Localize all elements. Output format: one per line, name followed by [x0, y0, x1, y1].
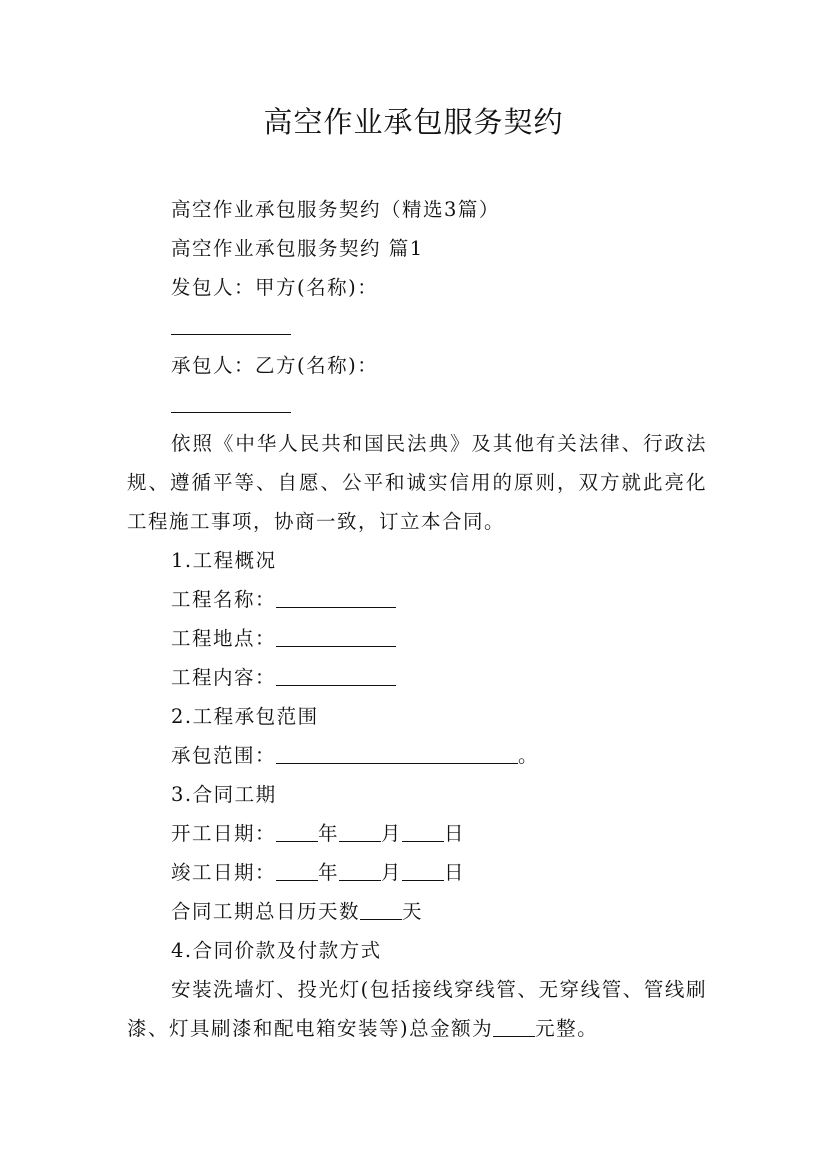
scope-label: 承包范围： — [171, 744, 277, 767]
finish-day-blank — [402, 879, 444, 881]
section-2-heading: 2.工程承包范围 — [171, 705, 319, 728]
project-name-blank — [276, 606, 396, 608]
scope-blank — [276, 762, 518, 764]
start-month-unit: 月 — [381, 822, 403, 845]
document-title: 高空作业承包服务契约 — [263, 105, 564, 139]
total-days-row — [127, 892, 707, 931]
scope-end: 。 — [518, 744, 540, 767]
subtitle: 高空作业承包服务契约（精选3篇） — [171, 198, 500, 221]
finish-month-blank — [339, 879, 381, 881]
start-month-blank — [339, 840, 381, 842]
start-year-blank — [276, 840, 318, 842]
total-days-blank — [360, 918, 402, 920]
price-paragraph — [127, 970, 707, 1048]
section-3-heading: 3.合同工期 — [171, 783, 277, 806]
finish-year-unit: 年 — [318, 861, 340, 884]
start-year-unit: 年 — [318, 822, 340, 845]
days-unit: 天 — [402, 900, 424, 923]
party-b-blank — [171, 411, 291, 413]
party-b-label: 承包人：乙方(名称)： — [171, 354, 379, 377]
project-location-label: 工程地点： — [171, 627, 277, 650]
project-name-label: 工程名称： — [171, 588, 277, 611]
part-heading: 高空作业承包服务契约 篇1 — [171, 237, 424, 260]
finish-date-label: 竣工日期： — [171, 861, 277, 884]
party-b-blank-row — [127, 385, 707, 424]
finish-year-blank — [276, 879, 318, 881]
price-unit: 元整。 — [535, 1017, 599, 1040]
intro-paragraph: 依照《中华人民共和国民法典》及其他有关法律、行政法规、遵循平等、自愿、公平和诚实信用的原则，双方就此亮化工程施工事项，协商一致，订立本合同。 — [127, 432, 707, 533]
start-date-label: 开工日期： — [171, 822, 277, 845]
section-1-heading: 1.工程概况 — [171, 549, 277, 572]
project-location-blank — [276, 645, 396, 647]
party-a-blank-row — [127, 307, 707, 346]
project-content-label: 工程内容： — [171, 666, 277, 689]
finish-date-row — [127, 853, 707, 892]
document-body — [127, 190, 707, 1048]
finish-month-unit: 月 — [381, 861, 403, 884]
section-4-heading: 4.合同价款及付款方式 — [171, 939, 382, 962]
start-date-row — [127, 814, 707, 853]
project-content-row — [127, 658, 707, 697]
total-days-label: 合同工期总日历天数 — [171, 900, 361, 923]
price-text: 安装洗墙灯、投光灯(包括接线穿线管、无穿线管、管线刷漆、灯具刷漆和配电箱安装等)总金额为 — [127, 978, 707, 1040]
price-blank — [493, 1035, 535, 1037]
project-name-row — [127, 580, 707, 619]
party-a-blank — [171, 333, 291, 335]
scope-row — [127, 736, 707, 775]
party-a-label: 发包人：甲方(名称)： — [171, 276, 379, 299]
project-content-blank — [276, 684, 396, 686]
project-location-row — [127, 619, 707, 658]
finish-day-unit: 日 — [444, 861, 466, 884]
start-day-unit: 日 — [444, 822, 466, 845]
start-day-blank — [402, 840, 444, 842]
